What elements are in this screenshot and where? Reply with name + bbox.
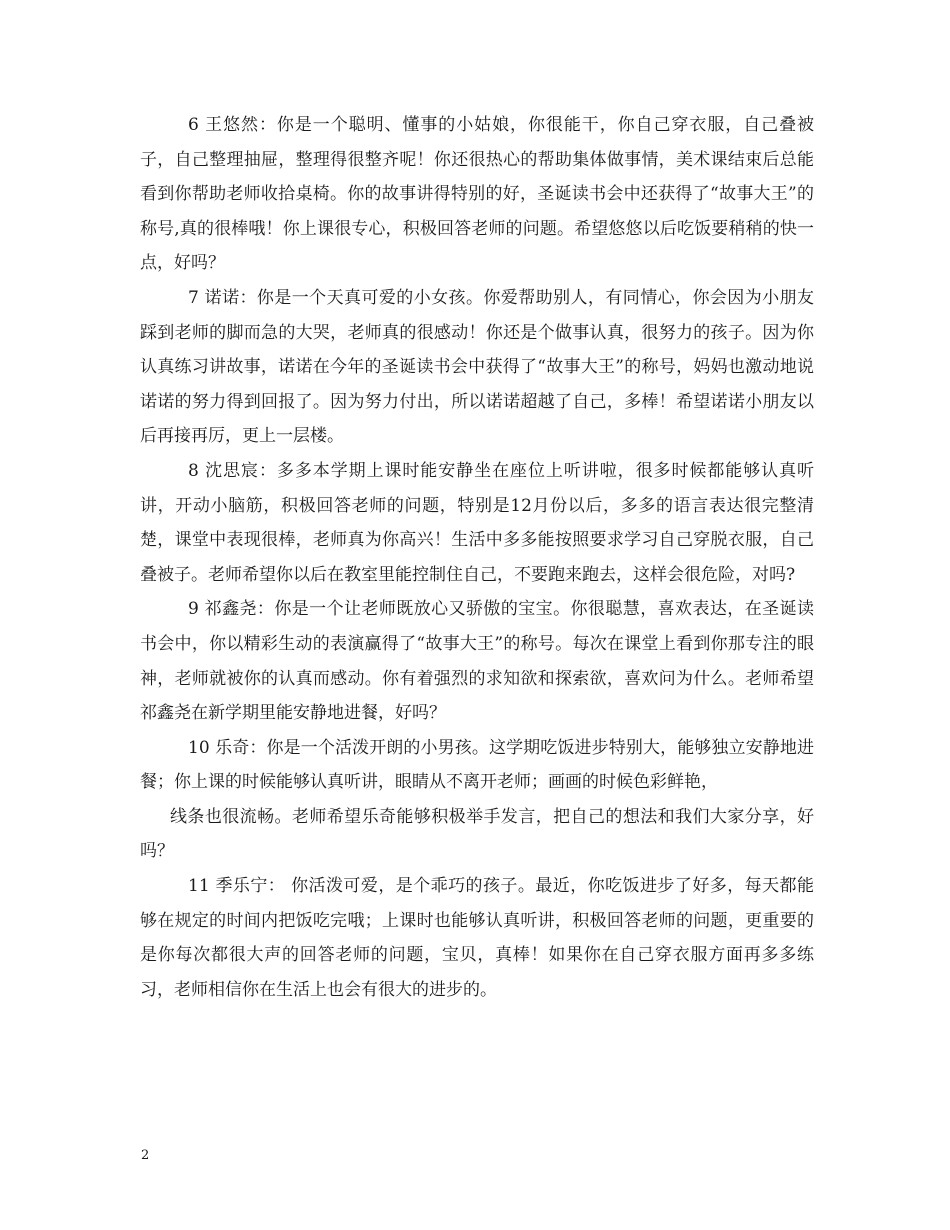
comment-paragraph-9: 9 祁鑫尧：你是一个让老师既放心又骄傲的宝宝。你很聪慧，喜欢表达，在圣诞读书会中，你以精彩生动的表演赢得了“故事大王”的称号。每次在课堂上看到你那专注的眼神，老师就被你的认真而感动。你有着强烈的求知欲和探索欲，喜欢问为什么。老师希望祁鑫尧在新学期里能安静地进餐，好吗？ bbox=[140, 599, 814, 724]
comment-paragraph-7: 7 诺诺：你是一个天真可爱的小女孩。你爱帮助别人，有同情心，你会因为小朋友踩到老师的脚而急的大哭，老师真的很感动！你还是个做事认真，很努力的孩子。因为你认真练习讲故事，诺诺在今年的圣诞读书会中获得了“故事大王”的称号，妈妈也激动地说诺诺的努力得到回报了。因为努力付出，所以诺诺超越了自己，多棒！希望诺诺小朋友以后再接再厉，更上一层楼。 bbox=[140, 287, 814, 447]
comment-paragraph-11: 11 季乐宁： 你活泼可爱，是个乖巧的孩子。最近，你吃饭进步了好多，每天都能够在规定的时间内把饭吃完哦；上课时也能够认真听讲，积极回答老师的问题，更重要的是你每次都很大声的回答老师的问题，宝贝，真棒！如果你在自己穿衣服方面再多多练习，老师相信你在生活上也会有很大的进步的。 bbox=[140, 876, 814, 1000]
comment-paragraph-10: 10 乐奇：你是一个活泼开朗的小男孩。这学期吃饭进步特别大，能够独立安静地进餐；你上课的时候能够认真听讲，眼睛从不离开老师；画画的时候色彩鲜艳， bbox=[140, 737, 814, 793]
page-number: 2 bbox=[141, 1148, 150, 1163]
comment-paragraph-8: 8 沈思宸：多多本学期上课时能安静坐在座位上听讲啦，很多时候都能够认真听讲，开动小脑筋，积极回答老师的问题，特别是12月份以后，多多的语言表达很完整清楚，课堂中表现很棒，老师真为你高兴！生活中多多能按照要求学习自己穿脱衣服，自己叠被子。老师希望你以后在教室里能控制住自己，不要跑来跑去，这样会很危险，对吗? bbox=[140, 460, 814, 585]
comment-paragraph-10-continued: 线条也很流畅。老师希望乐奇能够积极举手发言，把自己的想法和我们大家分享，好吗？ bbox=[140, 806, 814, 862]
page-content bbox=[140, 108, 814, 1007]
comment-paragraph-6: 6 王悠然：你是一个聪明、懂事的小姑娘，你很能干，你自己穿衣服，自己叠被子，自己整理抽屉，整理得很整齐呢！你还很热心的帮助集体做事情，美术课结束后总能看到你帮助老师收拾桌椅。你的故事讲得特别的好，圣诞读书会中还获得了“故事大王”的称号,真的很棒哦！你上课很专心，积极回答老师的问题。希望悠悠以后吃饭要稍稍的快一点，好吗？ bbox=[140, 115, 814, 274]
